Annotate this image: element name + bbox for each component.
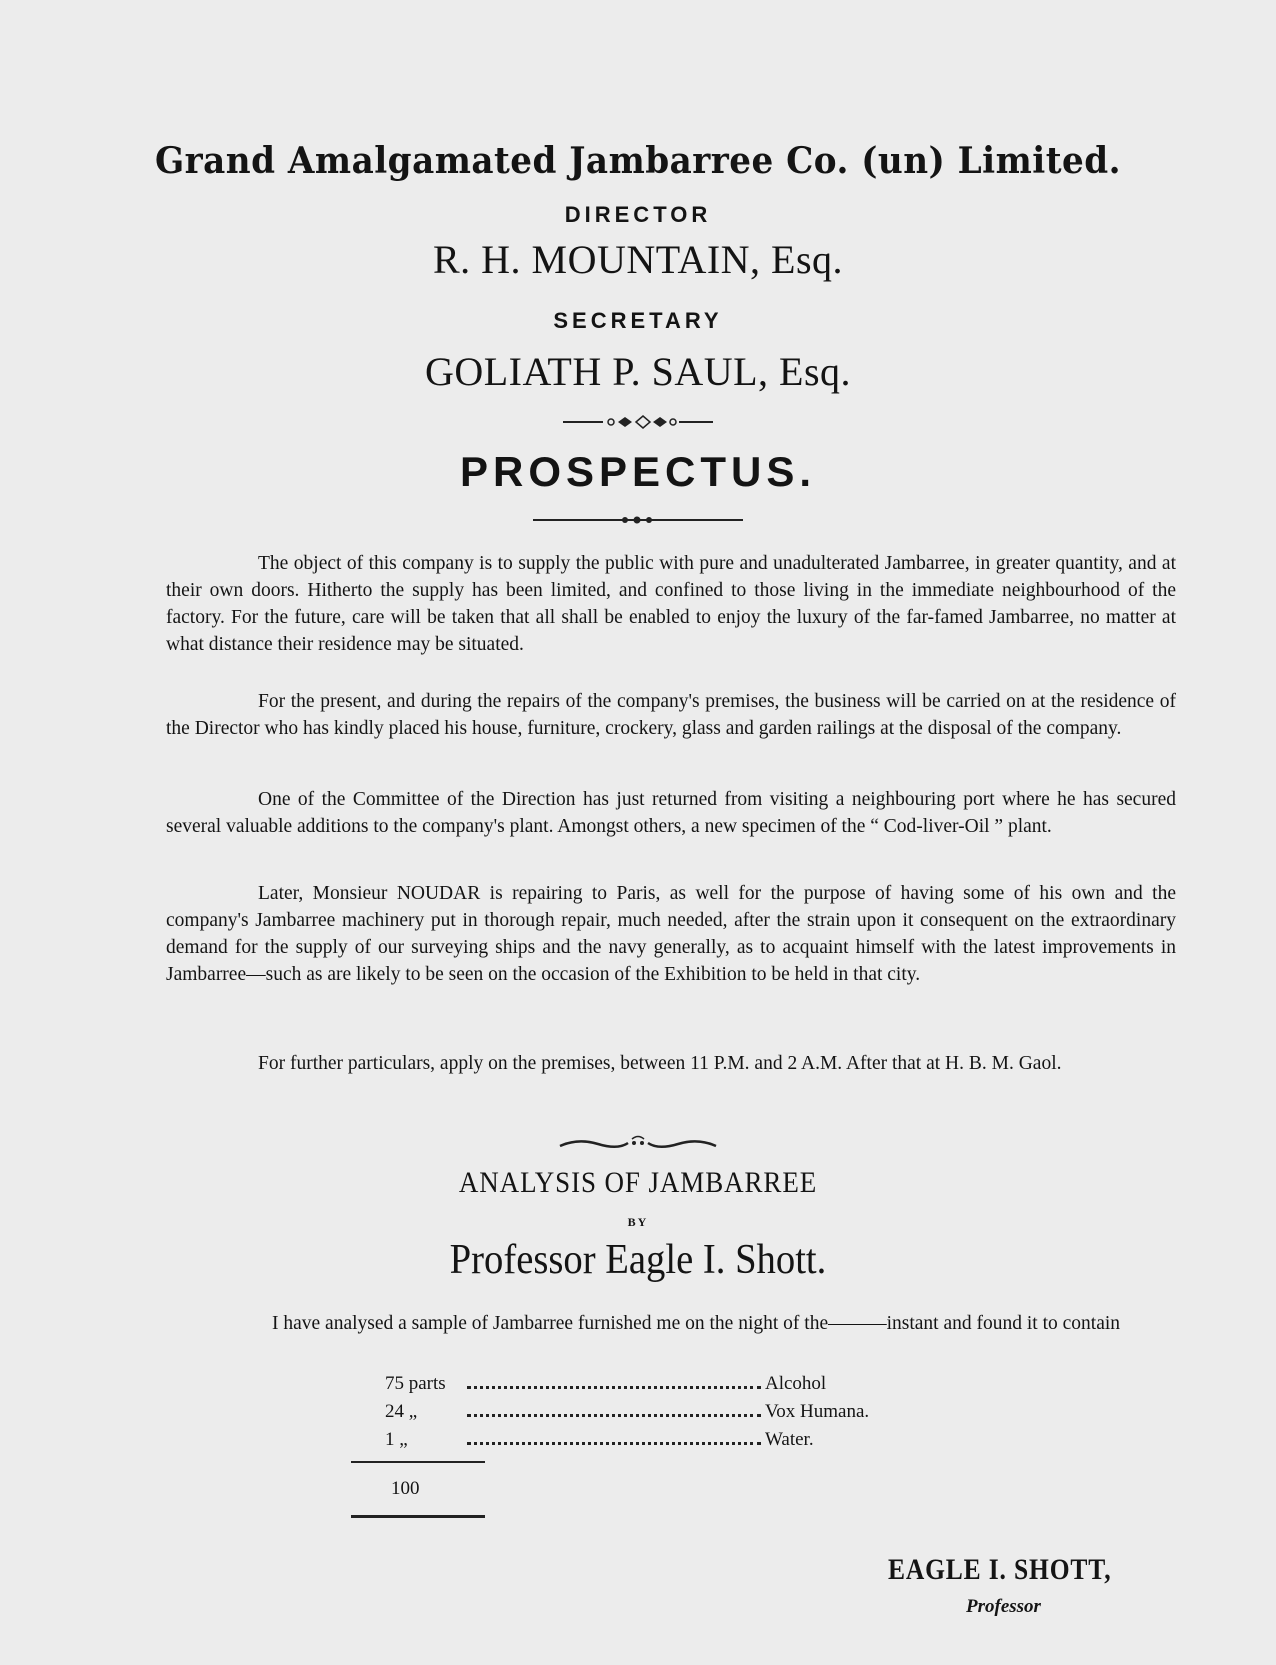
- paragraph-1-text: The object of this company is to supply the public with pure and unadulterated Jambarree, in greater quantity, and at their own doors. Hitherto the supply has been limited, and confined to those living in the immediate neighbourhood of the factory. For the future, care will be taken that all shall be enabled to enjoy the luxury of the far-famed Jambarree, no matter at what distance their residence may be situated.: [166, 553, 1176, 655]
- signature-title: Professor: [966, 1596, 1041, 1617]
- analysis-qty: 24 „: [385, 1401, 418, 1422]
- paragraph-5: [166, 1050, 1176, 1077]
- prospectus-title: PROSPECTUS.: [459, 448, 817, 495]
- signature-name: EAGLE I. SHOTT,: [888, 1553, 1112, 1586]
- professor-name: Professor Eagle I. Shott.: [449, 1237, 827, 1283]
- paragraph-4: [166, 880, 1176, 988]
- analysis-substance: Alcohol: [765, 1373, 827, 1394]
- dot-leader: [467, 1414, 761, 1417]
- paragraph-5-text: For further particulars, apply on the premises, between 11 P.M. and 2 A.M. After that at H. B. M. Gaol.: [258, 1053, 1062, 1074]
- analysis-substance: Water.: [765, 1429, 814, 1450]
- dot-leader: [467, 1442, 761, 1445]
- analysis-row: [385, 1370, 905, 1398]
- analysis-total: 100: [391, 1478, 420, 1499]
- director-name: R. H. MOUNTAIN, Esq.: [432, 237, 844, 282]
- analysis-by: BY: [627, 1215, 649, 1229]
- ornament-divider-top: [0, 414, 1276, 430]
- paragraph-3: [166, 786, 1176, 840]
- analysis-row: [385, 1398, 905, 1426]
- analysis-qty: 75 parts: [385, 1373, 446, 1394]
- secretary-label: SECRETARY: [553, 308, 723, 333]
- analysis-row: [385, 1426, 905, 1454]
- analysis-intro-text: I have analysed a sample of Jambarree furnished me on the night of the———instant and found it to contain: [272, 1313, 1121, 1334]
- analysis-substance: Vox Humana.: [765, 1401, 870, 1422]
- paragraph-1: [166, 550, 1176, 658]
- ornament-divider-scroll: [0, 1134, 1276, 1152]
- director-label: DIRECTOR: [564, 202, 712, 227]
- secretary-name: GOLIATH P. SAUL, Esq.: [424, 349, 852, 394]
- ornament-divider-rule: [0, 514, 1276, 526]
- sum-rule: [351, 1461, 485, 1463]
- total-rule: [351, 1515, 485, 1518]
- paragraph-2-text: For the present, and during the repairs of the company's premises, the business will be carried on at the residence of the Director who has kindly placed his house, furniture, crockery, glass and garden railings at the disposal of the company.: [166, 691, 1176, 739]
- analysis-title: ANALYSIS OF JAMBARREE: [458, 1166, 818, 1199]
- paragraph-2: [166, 688, 1176, 742]
- analysis-intro: [180, 1310, 1176, 1337]
- paragraph-3-text: One of the Committee of the Direction has just returned from visiting a neighbouring port where he has secured several valuable additions to the company's plant. Amongst others, a new specimen of the “ Cod-liver-Oil ” plant.: [166, 789, 1176, 837]
- paragraph-4-text: Later, Monsieur NOUDAR is repairing to Paris, as well for the purpose of having some of his own and the company's Jambarree machinery put in thorough repair, much needed, after the strain upon it consequent on the extraordinary demand for the supply of our surveying ships and the navy generally, as to acquaint himself with the latest improvements in Jambarree—such as are likely to be seen on the occasion of the Exhibition to be held in that city.: [166, 883, 1176, 985]
- dot-leader: [467, 1386, 761, 1389]
- analysis-qty: 1 „: [385, 1429, 408, 1450]
- analysis-table: [385, 1370, 905, 1454]
- company-name: Grand Amalgamated Jambarree Co. (un) Limited.: [154, 140, 1122, 182]
